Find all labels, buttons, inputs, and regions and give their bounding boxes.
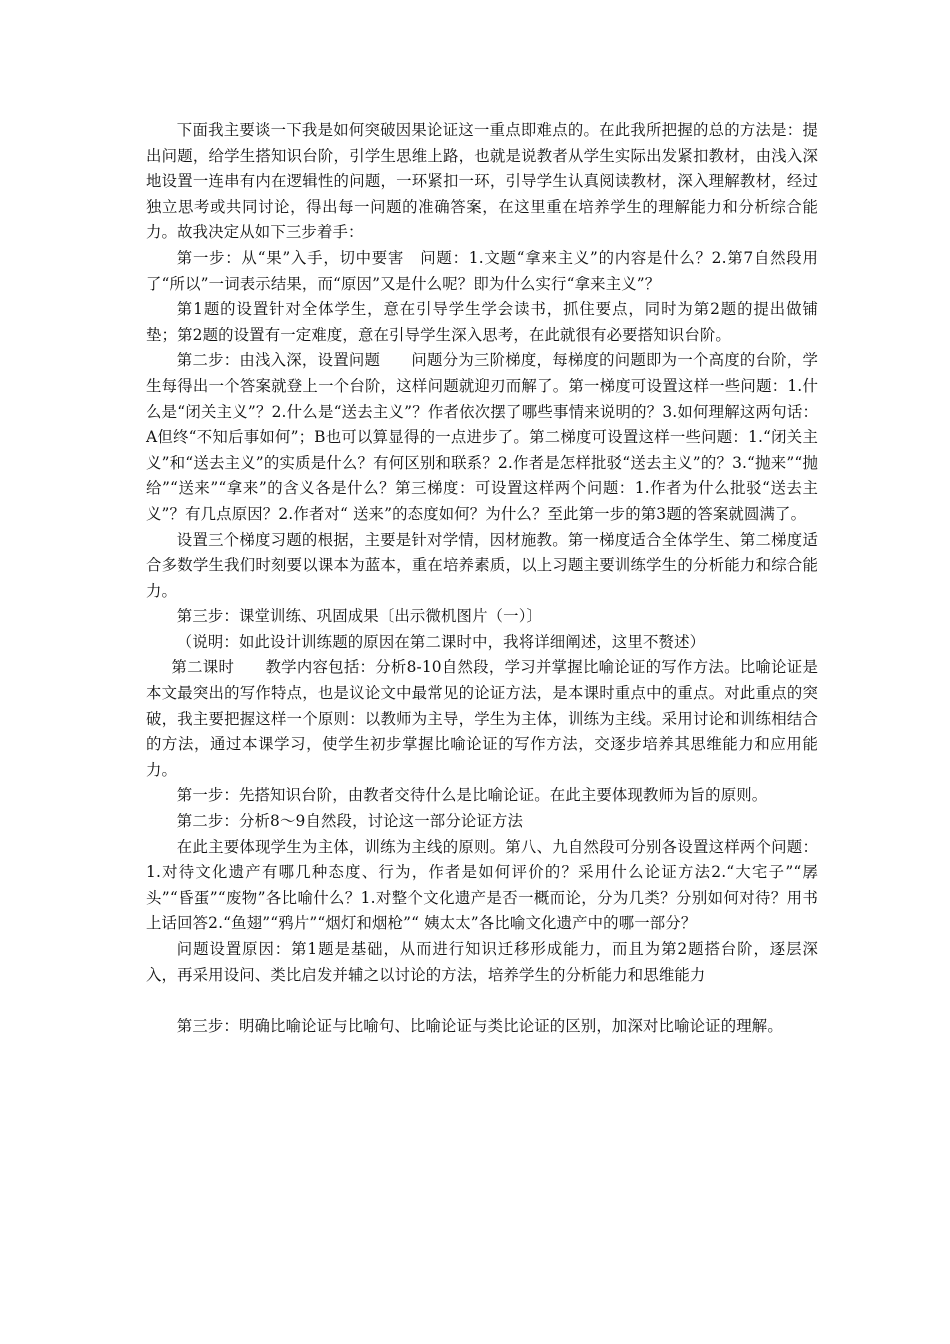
document-body <box>146 118 818 1039</box>
paragraph-second-lesson: 第二课时 教学内容包括：分析8-10自然段，学习并掌握比喻论证的写作方法。比喻论证是本文最突出的写作特点，也是议论文中最常见的论证方法，是本课时重点中的重点。对此重点的突破，我主要把握这样一个原则：以教师为主导，学生为主体，训练为主线。采用讨论和训练相结合的方法，通过本课学习，使学生初步掌握比喻论证的写作方法，交逐步培养其思维能力和应用能力。 <box>146 658 818 779</box>
paragraph-question-rationale: 问题设置原因：第1题是基础，从而进行知识迁移形成能力，而且为第2题搭台阶，逐层深入，再采用设问、类比启发并辅之以讨论的方法，培养学生的分析能力和思维能力 <box>146 940 818 984</box>
paragraph-lesson2-questions: 在此主要体现学生为主体，训练为主线的原则。第八、九自然段可分别各设置这样两个问题：1.对待文化遗产有哪几种态度、行为，作者是如何评价的？采用什么论证方法2.“大宅子”“孱头”“昏蛋”“废物”各比喻什么？1.对整个文化遗产是否一概而论，分为几类？分别如何对待？用书上话回答2.“鱼翅”“鸦片”“烟灯和烟枪”“ 姨太太”各比喻文化遗产中的哪一部分？ <box>146 837 818 933</box>
paragraph-method-overview: 下面我主要谈一下我是如何突破因果论证这一重点即难点的。在此我所把握的总的方法是：提出问题，给学生搭知识台阶，引学生思维上路，也就是说教者从学生实际出发紧扣教材，由浅入深地设置一连串有内在逻辑性的问题，一环紧扣一环，引导学生认真阅读教材，深入理解教材，经过独立思考或共同讨论，得出每一问题的准确答案，在这里重在培养学生的理解能力和分析综合能力。故我决定从如下三步着手： <box>146 121 818 242</box>
paragraph-lesson2-step-one: 第一步：先搭知识台阶，由教者交待什么是比喻论证。在此主要体现教师为旨的原则。 <box>176 786 768 805</box>
paragraph-step-two: 第二步：由浅入深，设置问题 问题分为三阶梯度，每梯度的问题即为一个高度的台阶，学生每得出一个答案就登上一个台阶，这样问题就迎刃而解了。第一梯度可设置这样一些问题：1.什么是“闭关主义”？2.什么是“送去主义”？作者依次摆了哪些事情来说明的？3.如何理解这两句话：A但终“不知后事如何”；B也可以算显得的一点进步了。第二梯度可设置这样一些问题：1.“闭关主义”和“送去主义”的实质是什么？有何区别和联系？2.作者是怎样批驳“送去主义”的？3.“抛来”“抛给”“送来”“拿来”的含义各是什么？第三梯度：可设置这样两个问题：1.作者为什么批驳“送去主义”？有几点原因？2.作者对“ 送来”的态度如何？为什么？至此第一步的第3题的答案就圆满了。 <box>146 351 818 523</box>
blank-line <box>146 988 818 1014</box>
paragraph-lesson2-step-two: 第二步：分析8～9自然段，讨论这一部分论证方法 <box>176 812 524 831</box>
paragraph-step-three: 第三步：课堂训练、巩固成果〔出示微机图片（一）〕 <box>176 607 543 626</box>
paragraph-note: （说明：如此设计训练题的原因在第二课时中，我将详细阐述，这里不赘述） <box>176 632 706 651</box>
paragraph-step-one: 第一步：从“果”入手，切中要害 问题：1.文题“拿来主义”的内容是什么？2.第7自然段用了“所以”一词表示结果，而“原因”又是什么呢？即为什么实行“拿来主义”？ <box>146 248 818 293</box>
paragraph-step-one-explanation: 第1题的设置针对全体学生，意在引导学生学会读书，抓住要点，同时为第2题的提出做铺垫；第2题的设置有一定难度，意在引导学生深入思考，在此就很有必要搭知识台阶。 <box>146 300 818 344</box>
paragraph-gradient-rationale: 设置三个梯度习题的根据，主要是针对学情，因材施教。第一梯度适合全体学生、第二梯度适合多数学生我们时刻要以课本为蓝本，重在培养素质，以上习题主要训练学生的分析能力和综合能力。 <box>146 530 818 600</box>
paragraph-lesson2-step-three: 第三步：明确比喻论证与比喻句、比喻论证与类比论证的区别，加深对比喻论证的理解。 <box>176 1016 783 1035</box>
